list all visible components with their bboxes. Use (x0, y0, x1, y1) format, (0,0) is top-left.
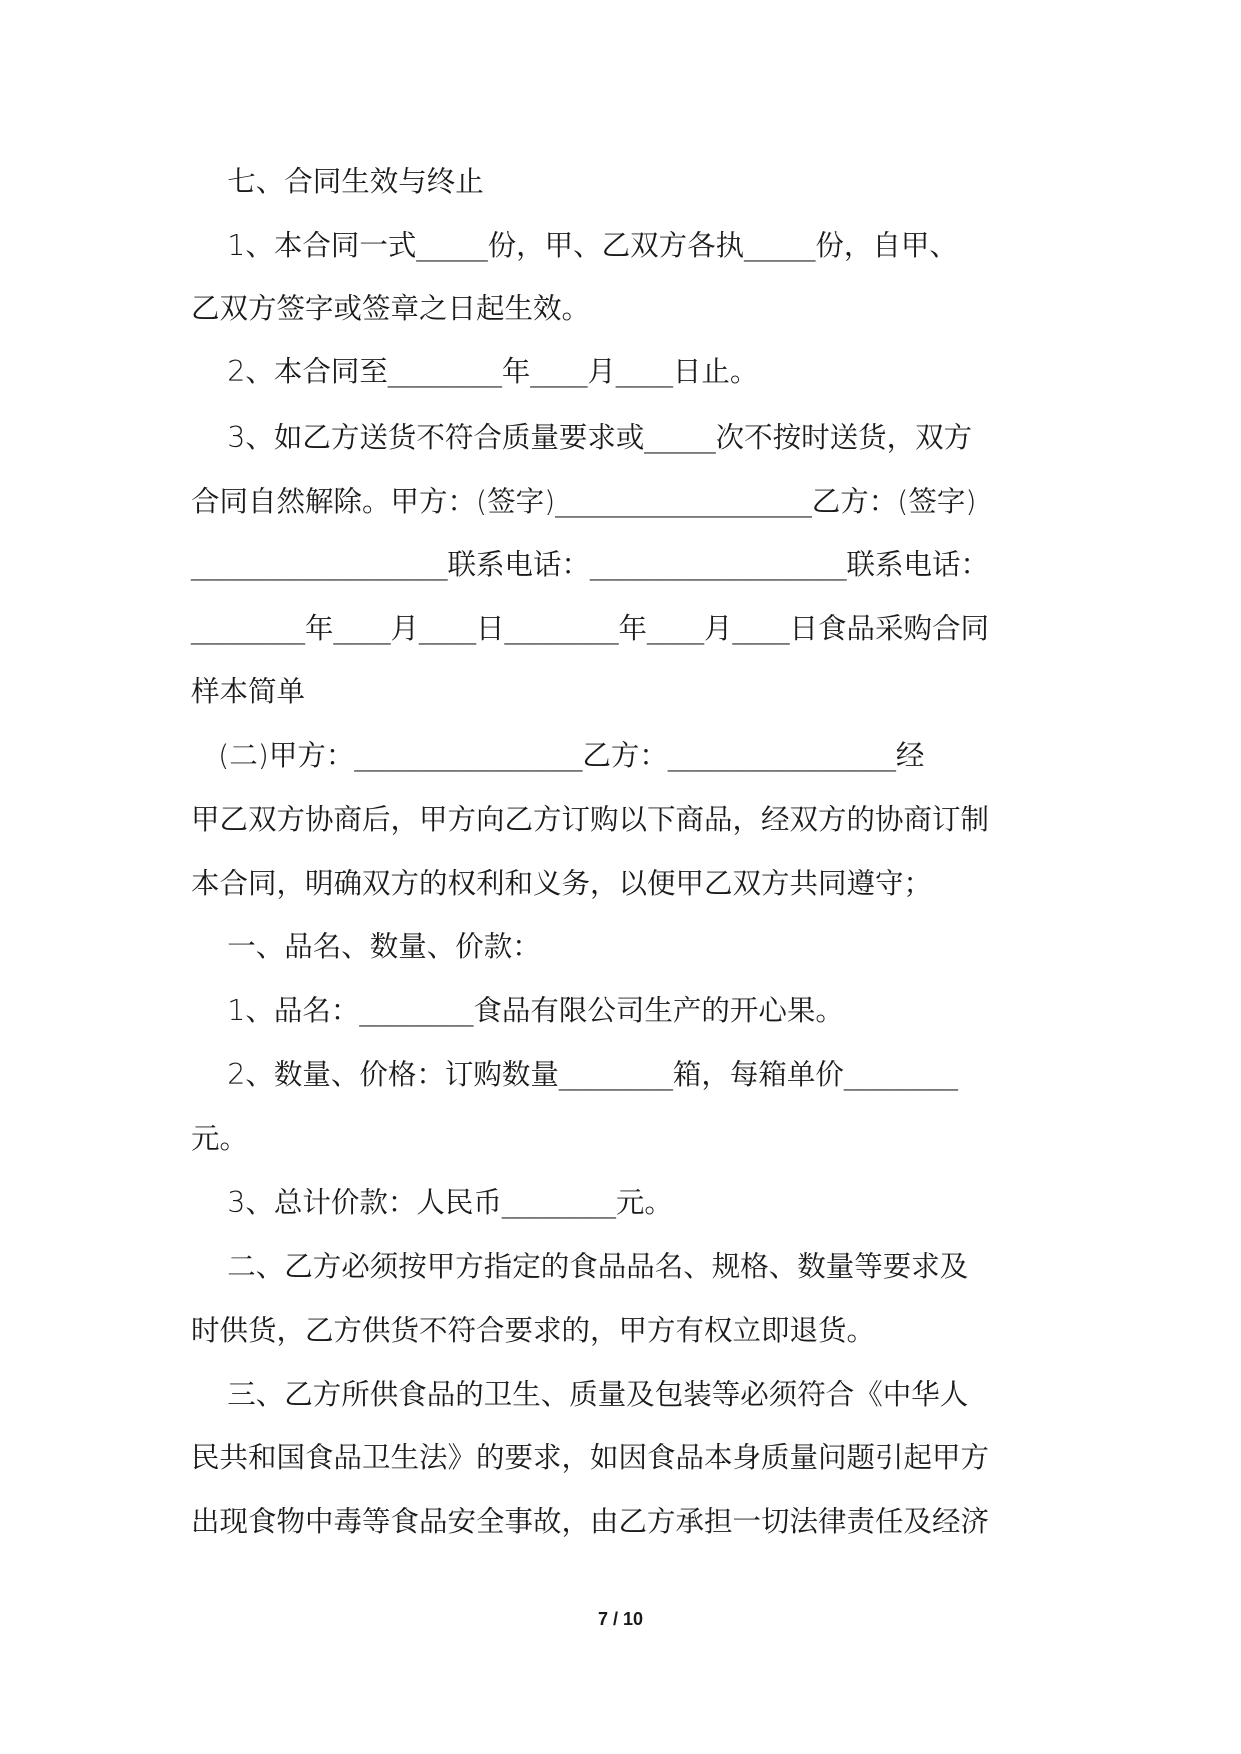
paragraph-line: 三、乙方所供食品的卫生、质量及包装等必须符合《中华人 (191, 1378, 969, 1411)
paragraph-line: 出现食物中毒等食品安全事故，由乙方承担一切法律责任及经济 (191, 1505, 990, 1538)
page-number: 7 / 10 (597, 1609, 644, 1629)
paragraph-line: 本合同，明确双方的权利和义务，以便甲乙双方共同遵守； (191, 867, 933, 900)
paragraph-line: 民共和国食品卫生法》的要求，如因食品本身质量问题引起甲方 (191, 1441, 990, 1474)
paragraph-line: 2、本合同至________年____月____日止。 (191, 355, 759, 388)
paragraph-line: __________________联系电话：__________________联系电话： (191, 548, 990, 581)
paragraph-line: 时供货，乙方供货不符合要求的，甲方有权立即退货。 (191, 1314, 876, 1347)
paragraph-line: 1、本合同一式_____份，甲、乙双方各执_____份，自甲、 (191, 229, 958, 262)
paragraph-line: 2、数量、价格：订购数量________箱，每箱单价________ (191, 1058, 958, 1091)
paragraph-line: 样本简单 (191, 675, 306, 708)
paragraph-line: 元。 (191, 1122, 249, 1155)
section-heading-seven: 七、合同生效与终止 (191, 165, 484, 198)
paragraph-line: 二、乙方必须按甲方指定的食品品名、规格、数量等要求及 (191, 1250, 969, 1283)
paragraph-line: 合同自然解除。甲方：(签字)__________________乙方：(签字) (191, 485, 977, 518)
paragraph-line: 3、如乙方送货不符合质量要求或_____次不按时送货，双方 (191, 421, 973, 454)
section-heading-one: 一、品名、数量、价款： (191, 930, 541, 963)
paragraph-line: ________年____月____日________年____月____日食品采购合同 (191, 612, 990, 645)
paragraph-line: 1、品名：________食品有限公司生产的开心果。 (191, 994, 844, 1027)
paragraph-line: 3、总计价款：人民币________元。 (191, 1186, 673, 1219)
paragraph-line: 乙双方签字或签章之日起生效。 (191, 292, 591, 325)
paragraph-line: (二)甲方：________________乙方：________________经 (191, 739, 925, 772)
paragraph-line: 甲乙双方协商后，甲方向乙方订购以下商品，经双方的协商订制 (191, 803, 990, 836)
